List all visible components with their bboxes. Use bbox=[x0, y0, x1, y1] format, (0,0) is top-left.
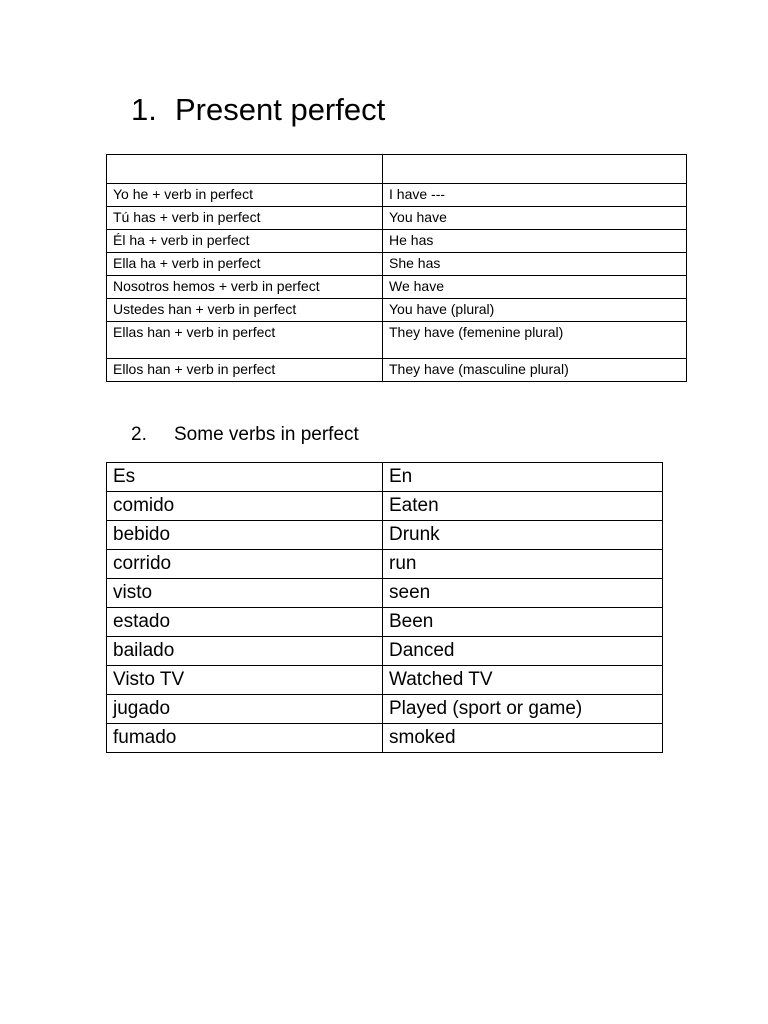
spanish-verb-cell: Visto TV bbox=[107, 666, 383, 695]
section-2-number: 2. bbox=[131, 424, 147, 445]
table-row bbox=[107, 666, 663, 695]
spanish-verb-cell: comido bbox=[107, 492, 383, 521]
english-verb-cell: smoked bbox=[383, 724, 663, 753]
spanish-form-cell: Ellos han + verb in perfect bbox=[107, 359, 383, 382]
spanish-verb-cell: bailado bbox=[107, 637, 383, 666]
table-row bbox=[107, 492, 663, 521]
english-verb-cell: run bbox=[383, 550, 663, 579]
english-verb-cell: Eaten bbox=[383, 492, 663, 521]
present-perfect-table bbox=[106, 154, 687, 382]
spanish-form-cell: Yo he + verb in perfect bbox=[107, 184, 383, 207]
english-form-cell: She has bbox=[383, 253, 687, 276]
english-form-cell: They have (femenine plural) bbox=[383, 322, 687, 359]
table-row bbox=[107, 695, 663, 724]
table-row bbox=[107, 579, 663, 608]
english-verb-cell: seen bbox=[383, 579, 663, 608]
english-verb-cell: Been bbox=[383, 608, 663, 637]
table-header-cell bbox=[107, 155, 383, 184]
table-row bbox=[107, 207, 687, 230]
table-header-row bbox=[107, 155, 687, 184]
english-verb-cell: Watched TV bbox=[383, 666, 663, 695]
spanish-verb-cell: bebido bbox=[107, 521, 383, 550]
spanish-verb-cell: estado bbox=[107, 608, 383, 637]
table-row bbox=[107, 230, 687, 253]
table-row bbox=[107, 637, 663, 666]
table-row bbox=[107, 184, 687, 207]
spanish-form-cell: Ella ha + verb in perfect bbox=[107, 253, 383, 276]
english-verb-cell: Played (sport or game) bbox=[383, 695, 663, 724]
section-1-number: 1. bbox=[131, 92, 157, 127]
spanish-form-cell: Él ha + verb in perfect bbox=[107, 230, 383, 253]
table-row bbox=[107, 276, 687, 299]
table-header-row bbox=[107, 463, 663, 492]
spanish-column-header: Es bbox=[107, 463, 383, 492]
table-row bbox=[107, 724, 663, 753]
spanish-form-cell: Ellas han + verb in perfect bbox=[107, 322, 383, 359]
table-row bbox=[107, 299, 687, 322]
table-row bbox=[107, 550, 663, 579]
english-column-header: En bbox=[383, 463, 663, 492]
table-row bbox=[107, 608, 663, 637]
section-2-title: Some verbs in perfect bbox=[174, 424, 359, 445]
table-row bbox=[107, 253, 687, 276]
spanish-verb-cell: fumado bbox=[107, 724, 383, 753]
section-1-heading bbox=[131, 90, 385, 130]
spanish-form-cell: Ustedes han + verb in perfect bbox=[107, 299, 383, 322]
english-form-cell: We have bbox=[383, 276, 687, 299]
spanish-verb-cell: corrido bbox=[107, 550, 383, 579]
english-verb-cell: Danced bbox=[383, 637, 663, 666]
spanish-form-cell: Nosotros hemos + verb in perfect bbox=[107, 276, 383, 299]
english-form-cell: You have (plural) bbox=[383, 299, 687, 322]
english-verb-cell: Drunk bbox=[383, 521, 663, 550]
spanish-form-cell: Tú has + verb in perfect bbox=[107, 207, 383, 230]
english-form-cell: They have (masculine plural) bbox=[383, 359, 687, 382]
verbs-in-perfect-table bbox=[106, 462, 663, 753]
section-2-heading bbox=[131, 422, 359, 448]
english-form-cell: He has bbox=[383, 230, 687, 253]
english-form-cell: I have --- bbox=[383, 184, 687, 207]
table-header-cell bbox=[383, 155, 687, 184]
table-row bbox=[107, 322, 687, 359]
english-form-cell: You have bbox=[383, 207, 687, 230]
spanish-verb-cell: visto bbox=[107, 579, 383, 608]
spanish-verb-cell: jugado bbox=[107, 695, 383, 724]
table-row bbox=[107, 521, 663, 550]
table-row bbox=[107, 359, 687, 382]
section-1-title: Present perfect bbox=[175, 92, 386, 127]
